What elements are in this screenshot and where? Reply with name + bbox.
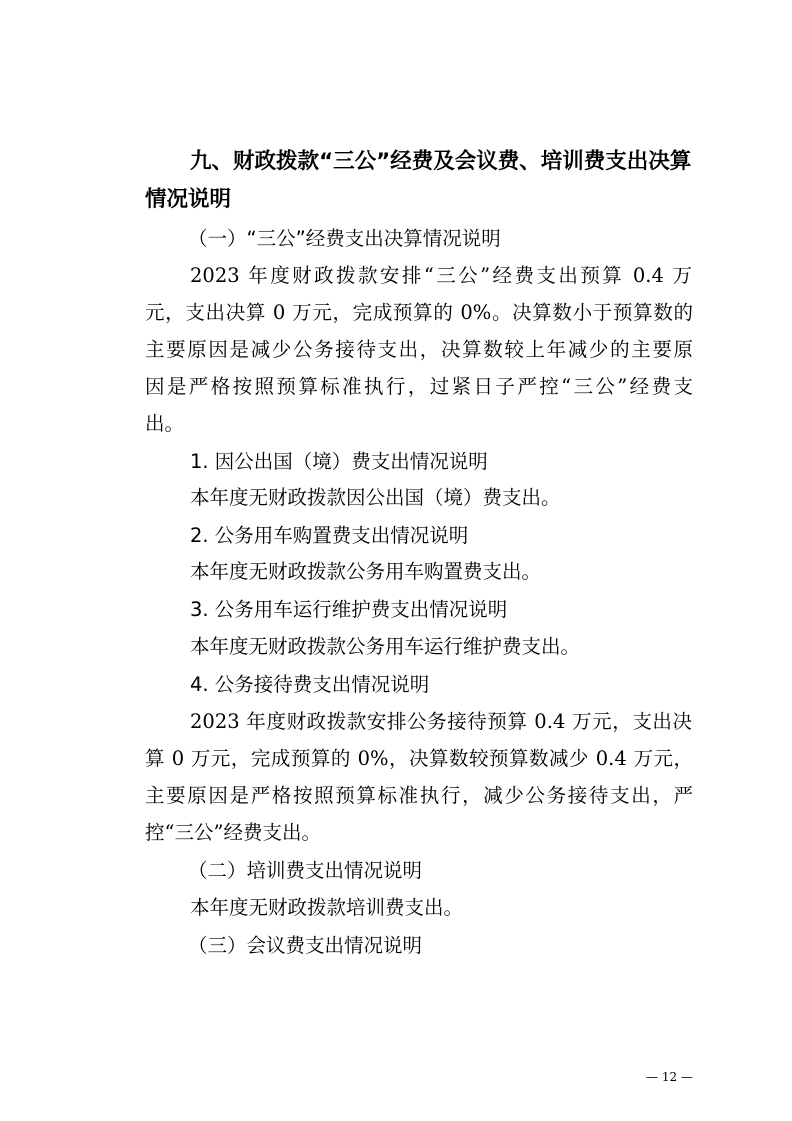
- part1-paragraph-line2: 元，支出决算 0 万元，完成预算的 0%。决算数小于预算数的: [145, 301, 693, 324]
- section-heading-line1: 九、财政拨款“三公”经费及会议费、培训费支出决算: [190, 149, 692, 174]
- part3-title: （三）会议费支出情况说明: [188, 934, 423, 957]
- item1-title: 1. 因公出国（境）费支出情况说明: [190, 450, 488, 473]
- item4-paragraph-line3: 主要原因是严格按照预算标准执行，减少公务接待支出，严: [145, 784, 693, 807]
- part1-paragraph-line4: 因是严格按照预算标准执行，过紧日子严控“三公”经费支: [145, 375, 693, 398]
- part1-title: （一）“三公”经费支出决算情况说明: [188, 227, 501, 250]
- item4-paragraph-line4: 控“三公”经费支出。: [145, 821, 321, 844]
- part1-paragraph-line1: 2023 年度财政拨款安排“三公”经费支出预算 0.4 万: [190, 264, 692, 287]
- item2-title: 2. 公务用车购置费支出情况说明: [190, 524, 469, 547]
- part1-paragraph-line5: 出。: [145, 412, 185, 435]
- part2-text: 本年度无财政拨款培训费支出。: [190, 896, 464, 919]
- item2-text: 本年度无财政拨款公务用车购置费支出。: [190, 560, 542, 583]
- item4-title: 4. 公务接待费支出情况说明: [190, 673, 430, 696]
- item1-text: 本年度无财政拨款因公出国（境）费支出。: [190, 486, 561, 509]
- item3-text: 本年度无财政拨款公务用车运行维护费支出。: [190, 635, 581, 658]
- part2-title: （二）培训费支出情况说明: [188, 859, 423, 882]
- section-heading-line2: 情况说明: [145, 187, 232, 212]
- item4-paragraph-line1: 2023 年度财政拨款安排公务接待预算 0.4 万元，支出决: [190, 710, 692, 733]
- item4-paragraph-line2: 算 0 万元，完成预算的 0%，决算数较预算数减少 0.4 万元，: [145, 747, 693, 770]
- page-number: — 12 —: [646, 1070, 693, 1084]
- part1-paragraph-line3: 主要原因是减少公务接待支出，决算数较上年减少的主要原: [145, 338, 693, 361]
- item3-title: 3. 公务用车运行维护费支出情况说明: [190, 598, 508, 621]
